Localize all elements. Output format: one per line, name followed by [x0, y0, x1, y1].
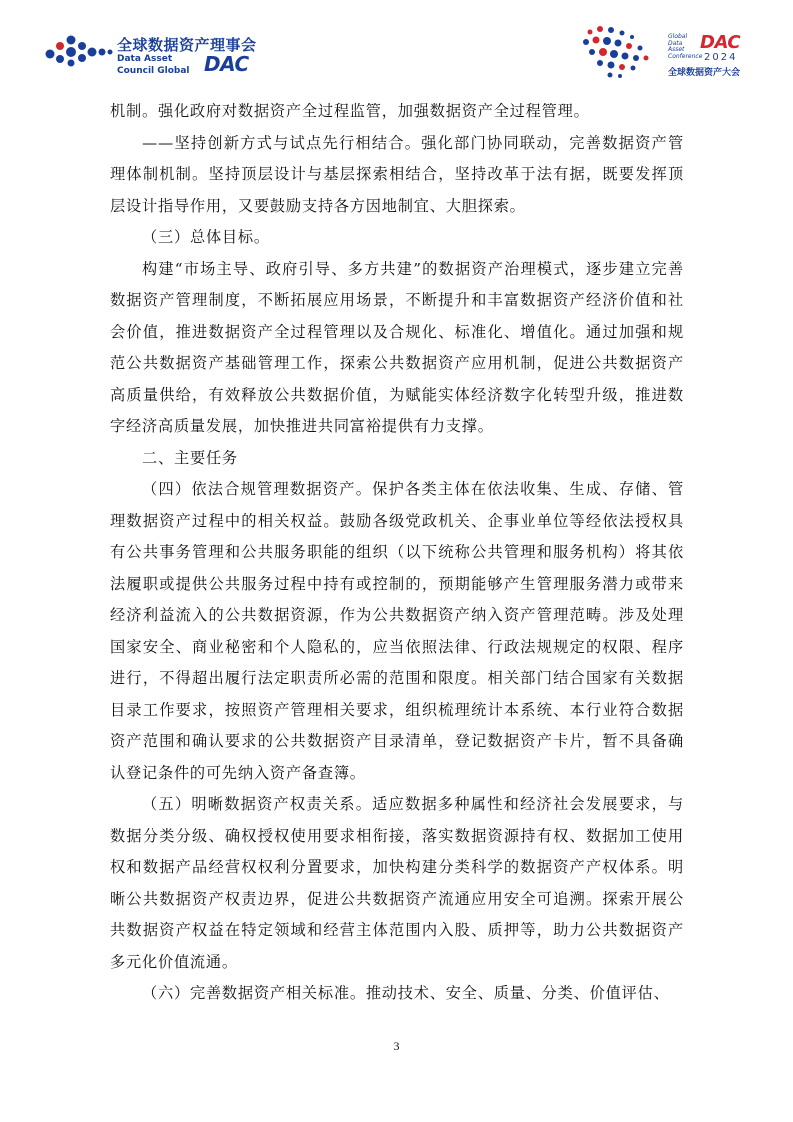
paragraph: ——坚持创新方式与试点先行相结合。强化部门协同联动，完善数据资产管理体制机制。坚持顶层设计与基层探索相结合，坚持改革于法有据，既要发挥顶层设计指导作用，又要鼓励支持各方因地制宜、大胆探索。 — [110, 133, 684, 215]
conference-name-cn: 全球数据资产大会 — [668, 68, 741, 78]
paragraph: （五）明晰数据资产权责关系。适应数据多种属性和经济社会发展要求，与数据分类分级、确权授权使用要求相衔接，落实数据资源持有权、数据加工使用权和数据产品经营权权利分置要求，加快构建分类科学的数据资产产权体系。明晰公共数据资产权责边界，促进公共数据资产流通应用安全可追溯。探索开展公共数据资产权益在特定领域和经营主体范围内入股、质押等，助力公共数据资产多元化价值流通。 — [110, 795, 684, 971]
conference-year: 2024 — [704, 52, 738, 63]
council-dots-icon — [44, 32, 116, 68]
section-heading: （三）总体目标。 — [142, 228, 270, 246]
organization-name-en-line1: Data Asset — [117, 54, 173, 64]
page-number: 3 — [393, 1039, 400, 1053]
paragraph: （四）依法合规管理数据资产。保护各类主体在依法收集、生成、存储、管理数据资产过程中的相关权益。鼓励各级党政机关、企事业单位等经依法授权具有公共事务管理和公共服务职能的组织（以下统称公共管理和服务机构）将其依法履职或提供公共服务过程中持有或控制的，预期能够产生管理服务潜力或带来经济利益流入的公共数据资源，作为公共数据资产纳入资产管理范畴。涉及处理国家安全、商业秘密和个人隐私的，应当依照法律、行政法规规定的权限、程序进行，不得超出履行法定职责所必需的范围和限度。相关部门结合国家有关数据目录工作要求，按照资产管理相关要求，组织梳理统计本系统、本行业符合数据资产范围和确认要求的公共数据资产目录清单，登记数据资产卡片，暂不具备确认登记条件的可先纳入资产备查簿。 — [110, 480, 684, 782]
organization-abbreviation: DAC — [204, 52, 249, 76]
paragraph: （六）完善数据资产相关标准。推动技术、安全、质量、分类、价值评估、 — [142, 984, 670, 1002]
council-logo — [44, 30, 284, 78]
document-body — [110, 96, 684, 1010]
section-heading: 二、主要任务 — [142, 448, 238, 467]
conference-logo — [580, 24, 760, 80]
paragraph: 构建“市场主导、政府引导、多方共建”的数据资产治理模式，逐步建立完善数据资产管理制度，不断拓展应用场景，不断提升和丰富数据资产经济价值和社会价值，推进数据资产全过程管理以及合规化、标准化、增值化。通过加强和规范公共数据资产基础管理工作，探索公共数据资产应用机制，促进公共数据资产高质量供给，有效释放公共数据价值，为赋能实体经济数字化转型升级，推进数字经济高质量发展，加快推进共同富裕提供有力支撑。 — [110, 259, 684, 435]
organization-name-en-line2: Council Global — [117, 66, 190, 76]
paragraph-continuation: 机制。强化政府对数据资产全过程监管，加强数据资产全过程管理。 — [110, 102, 590, 120]
organization-name-cn: 全球数据资产理事会 — [117, 36, 257, 54]
conference-abbreviation: DAC — [700, 32, 741, 53]
conference-dots-icon — [580, 24, 664, 80]
conference-name-en: Global Data Asset Conference — [668, 33, 703, 60]
